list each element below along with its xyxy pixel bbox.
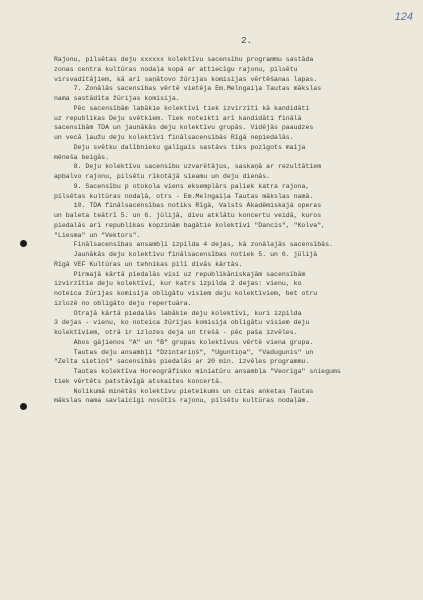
text-line: apbalvo rajonu, pilsētu rīkotājā sieamu un deju dienās. <box>54 173 271 180</box>
text-line: Abos gājienos "A" un "B" grupas kolektīvus vērtē viena grupa. <box>54 338 314 346</box>
text-line: mākslas nama savlaicīgi nosūtīs rajonu, pilsētu kultūras nodaļām. <box>54 397 310 405</box>
text-line: 9. Sacensību p otokola viens eksemplārs paliek katra rajona, <box>54 182 310 190</box>
text-line: mēneša beigās. <box>54 153 110 161</box>
text-line: Deju svētku dalībnieku galīgais sastāvs tiks pozīgots maija <box>54 143 306 151</box>
text-line: un vecā ļaužu deju kolektīvi finālsacensībās Rīgā nepiedalās. <box>54 134 294 141</box>
text-line: kolektīviem, otrā ir izlozes deja un trešā - pēc paša izvēles. <box>54 329 298 336</box>
text-line: 7. Zonālās sacensības vērtē vietēja Em.Melngaiļa Tautas mākslas <box>54 85 322 93</box>
text-line: "Liesma" un "Vektors". <box>54 231 141 239</box>
text-line: 3 dejas - vienu, ko noteica žūrijas komisija obligātu visiem deju <box>54 319 310 327</box>
text-line: zonas centra kultūras nodaļa kopā ar attiecīgu rajonu, pilsētu <box>54 65 298 73</box>
text-line: izlozē no obligāto deju repertuāra. <box>54 299 192 307</box>
text-line: pilsētas kultūras nodaļā, otrs - Em.Melngaiļa Tautas mākslas namā. <box>54 192 314 200</box>
text-line: Tautas deju ansambļi "Dzintariņš", "Uguntiņa", "Vadugunis" un <box>54 348 314 356</box>
text-line: Pēc sacensībām labākie kolektīvi tiek izvirzīti kā kandidāti <box>54 104 310 112</box>
text-line: Rīgā VEF Kultūras un tehnikas pilī divās kārtās. <box>54 260 243 268</box>
text-line: Rajonu, pilsētas deju xxxxxx kolektīvu sacensību programmu sastāda <box>54 56 314 63</box>
text-line: noteica žūrijas komisija obligātu visiem deju kolektīviem, bet otru <box>54 290 318 297</box>
text-line: Nolikumā minētās kolektīvu pieteikums un citas anketas Tautas <box>54 387 314 395</box>
text-line: piedalās arī republikas kopzinām bagātie kolektīvi "Dancis", "Kolva", <box>54 221 326 229</box>
text-line: un baleta teātrī 5. un 6. jūlijā, divu atklātu koncertu veidā, kuros <box>54 212 322 219</box>
text-line: izvirzītie deju kolektīvi, kur katrs izpilda 2 dejas: vienu, ko <box>54 280 302 288</box>
text-line: virsvadītājiem, kā arī saņātovo žūrijas komisijas vērtēšanas lapas. <box>54 75 318 83</box>
text-line: sacensībām TDA un jaunākās deju kolektīvu grupās. Vidējās paaudzes <box>54 124 314 132</box>
text-line: 10. TDA finālsacensības notiks Rīgā, Valsts Akadēmiskajā operas <box>54 202 322 210</box>
text-line: Finālsacensības ansambļi izpilda 4 dejas, kā zonālajās sacensībās. <box>54 241 333 249</box>
text-line: "Zelta sietiņš" sacensībās piedalās ar 20 min. izvēles programmu. <box>54 358 310 366</box>
text-line: Pirmajā kārtā piedalās visi uz republikāniskajām sacensībām <box>54 270 306 278</box>
punch-hole <box>20 240 27 247</box>
text-line: Otrajā kārtā piedalās labākie deju kolektīvi, kuri izpilda <box>54 309 302 317</box>
text-line: Jaunākās deju kolektīvu finālsacensības notiek 5. un 6. jūlijā <box>54 251 318 258</box>
page-annotation: 124 <box>394 11 413 23</box>
text-line: tiek vērtēts patstāvīgā atskaites koncertā. <box>54 377 223 385</box>
page-number: 2. <box>241 36 252 46</box>
punch-hole <box>20 403 27 410</box>
text-line: uz republikas Deju svētkiem. Tiek noteikti arī kandidāti finālā <box>54 114 302 122</box>
document-body <box>54 55 402 406</box>
text-line: nama sastādīta žūrijas komisija. <box>54 95 180 102</box>
text-line: Tautas kolektīva Horeogrāfisko miniatūru ansambļa "Veoriga" sniegums <box>54 368 341 375</box>
text-line: 8. Deju kolektīvu sacensību uzvarētājus, saskaņā ar rezultātiem <box>54 163 322 171</box>
